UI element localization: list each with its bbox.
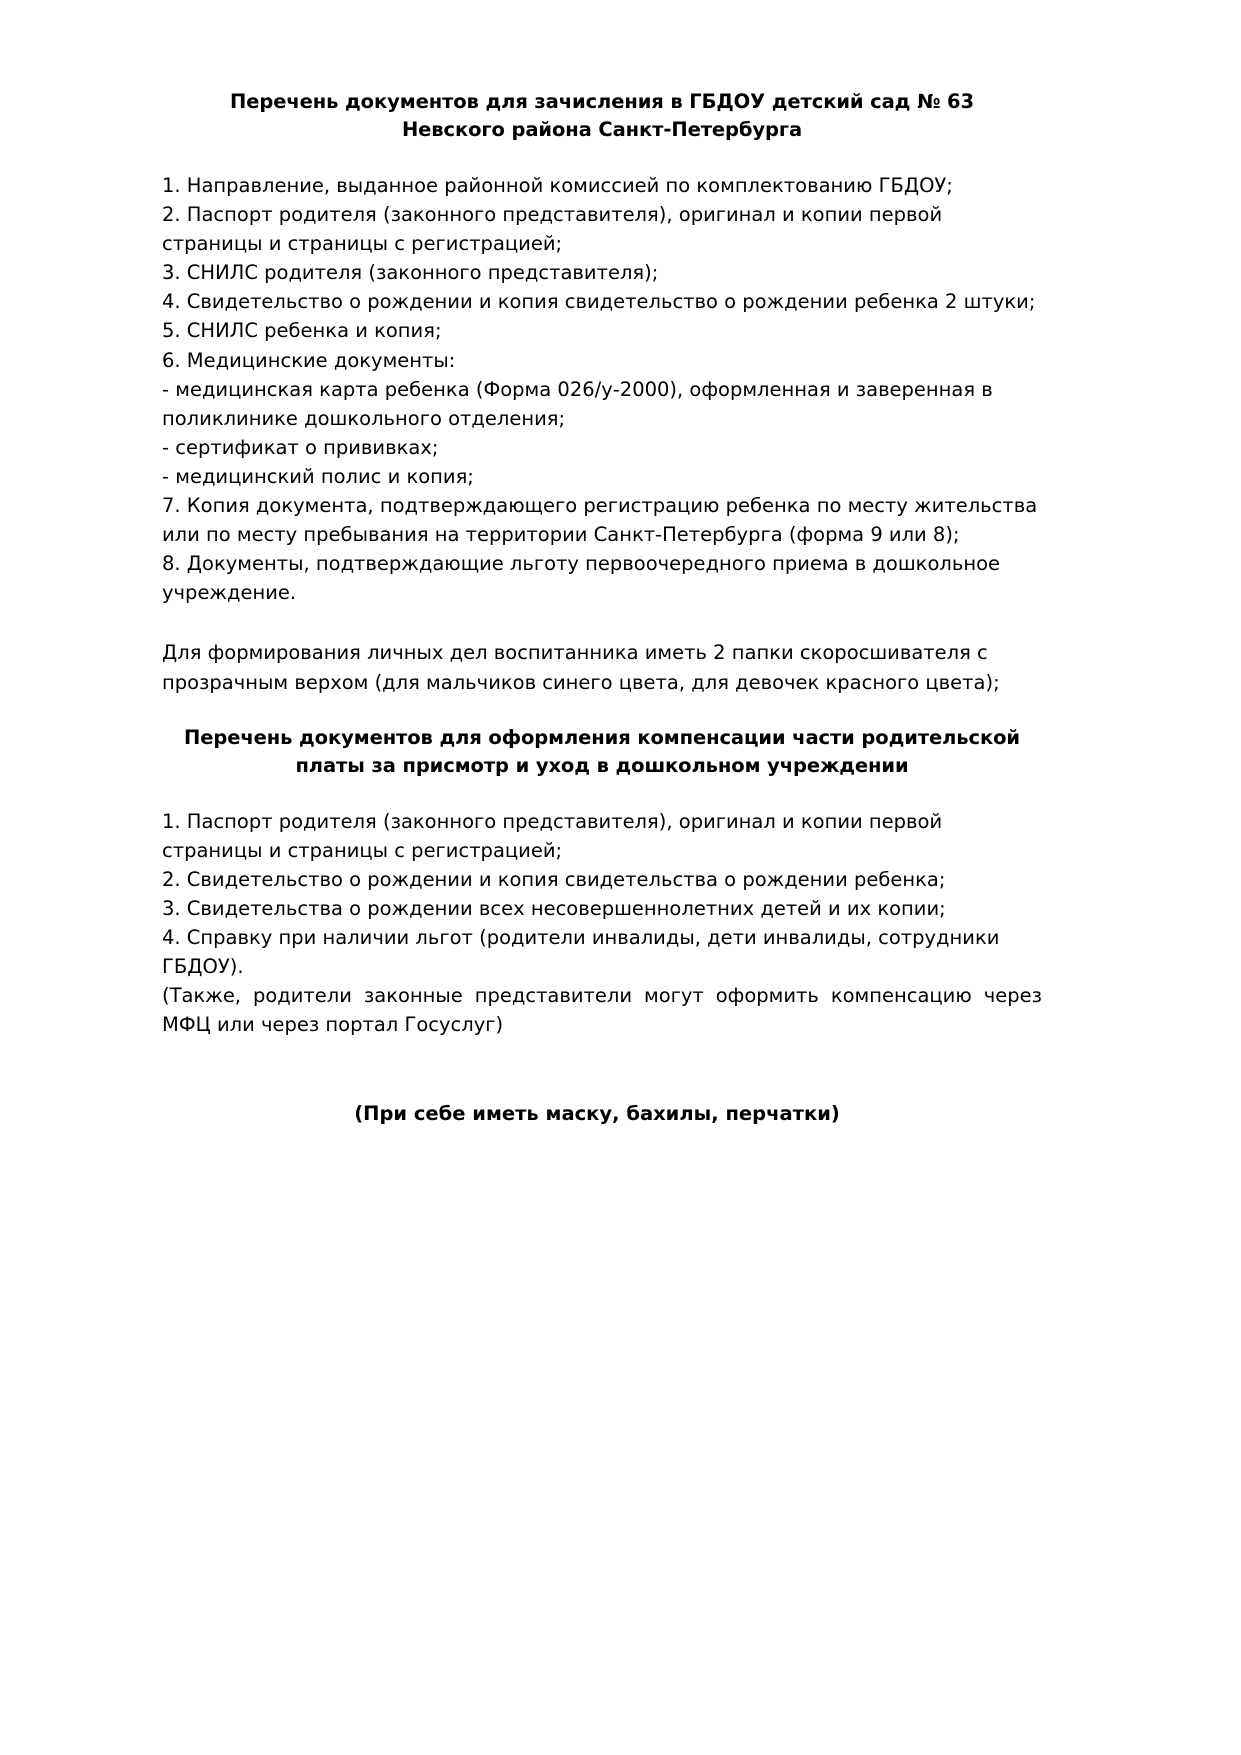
list-item: - медицинская карта ребенка (Форма 026/у-2000), оформленная и заверенная в поликлинике дошкольного отделения;: [162, 377, 993, 430]
section1-list: [162, 171, 1042, 607]
section1-note: Для формирования личных дел воспитанника иметь 2 папки скоросшивателя с прозрачным верхом (для мальчиков синего цвета, для девочек красного цвета);: [162, 641, 1000, 694]
list-item: 3. СНИЛС родителя (законного представителя);: [162, 261, 659, 285]
document-body: [162, 88, 1042, 1128]
spacer: [162, 780, 1042, 807]
list-item: 2. Свидетельство о рождении и копия свидетельства о рождении ребенка;: [162, 867, 946, 891]
list-item: 1. Паспорт родителя (законного представителя), оригинал и копии первой страницы и страницы с регистрацией;: [162, 809, 943, 862]
section2-heading: Перечень документов для оформления компенсации части родительской платы за присмотр и уход в дошкольном учреждении: [184, 725, 1020, 777]
list-item: - сертификат о прививках;: [162, 435, 439, 459]
list-item: 2. Паспорт родителя (законного представителя), оригинал и копии первой страницы и страницы с регистрацией;: [162, 203, 943, 256]
list-item: 4. Свидетельство о рождении и копия свидетельство о рождении ребенка 2 штуки;: [162, 290, 1036, 314]
footer-note: (При себе иметь маску, бахилы, перчатки): [354, 1102, 840, 1126]
list-item: 4. Справку при наличии льгот (родители инвалиды, дети инвалиды, сотрудники ГБДОУ).: [162, 925, 1000, 979]
list-item: 1. Направление, выданное районной комиссией по комплектованию ГБДОУ;: [162, 174, 953, 197]
list-item: 6. Медицинские документы:: [162, 348, 456, 372]
list-item: 3. Свидетельства о рождении всех несовершеннолетних детей и их копии;: [162, 896, 946, 920]
list-item: 7. Копия документа, подтверждающего регистрацию ребенка по месту жительства или по месту пребывания на территории Санкт-Петербурга (форма 9 или 8);: [162, 494, 1038, 547]
list-item: 8. Документы, подтверждающие льготу первоочередного приема в дошкольное учреждение.: [162, 552, 1001, 605]
spacer: [162, 144, 1042, 171]
spacer: [162, 607, 1042, 638]
list-item: 5. СНИЛС ребенка и копия;: [162, 319, 442, 343]
spacer: [162, 1039, 1042, 1099]
spacer: [162, 697, 1042, 724]
section2-list: [162, 807, 1042, 982]
list-item: - медицинский полис и копия;: [162, 464, 474, 488]
section1-heading: Перечень документов для зачисления в ГБДОУ детский сад № 63 Невского района Санкт-Петербурга: [230, 90, 974, 141]
section2-note: (Также, родители законные представители могут оформить компенсацию через МФЦ или через портал Госуслуг): [162, 984, 1042, 1037]
